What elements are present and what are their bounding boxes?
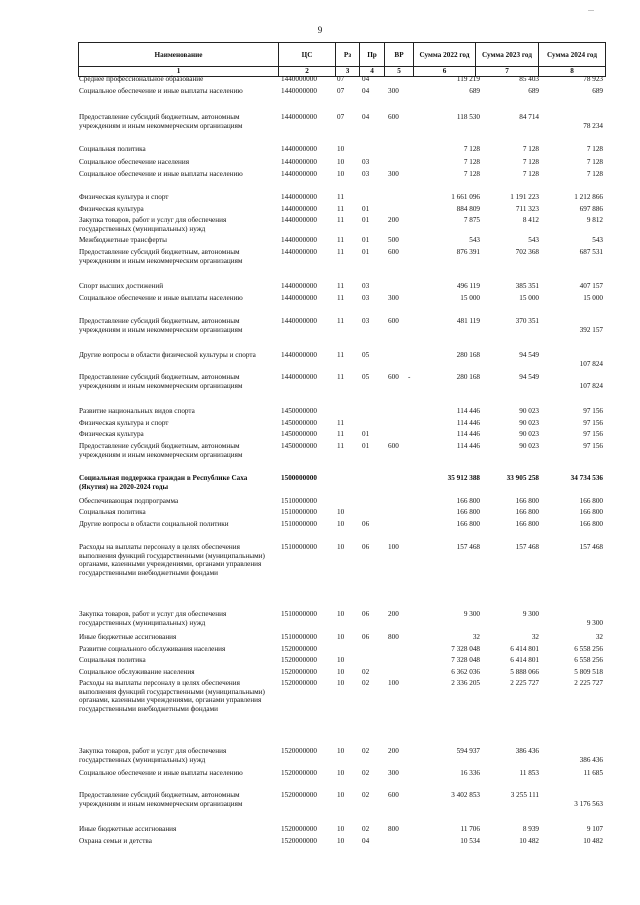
cell-y2022: 114 446 — [456, 430, 480, 438]
cell-y2023: 85 403 — [519, 75, 539, 83]
cell-vr: 300 — [388, 87, 399, 95]
cell-y2024: 15 000 — [583, 294, 603, 302]
cell-name: Расходы на выплаты персоналу в целях обеспечения выполнения функций государственными (муниципальными) органами, казенными учреждениями, органами управления государственными внебюджетными фондами — [79, 679, 265, 713]
cell-name: Физическая культура — [79, 430, 144, 438]
cell-y2022: 3 402 853 — [451, 791, 480, 799]
cell-y2024: 9 812 — [586, 216, 603, 224]
cell-y2022: 876 391 — [456, 248, 480, 256]
col-number: 2 — [279, 67, 336, 77]
cell-pr: 02 — [362, 791, 370, 799]
header-vr: ВР — [385, 43, 414, 67]
cell-y2024: 689 — [592, 87, 603, 95]
col-number: 4 — [360, 67, 385, 77]
cell-pr: 06 — [362, 520, 370, 528]
corner-mark: ... — [588, 4, 594, 13]
cell-rz: 10 — [337, 747, 345, 755]
cell-y2023: 166 800 — [515, 508, 539, 516]
col-number: 1 — [79, 67, 279, 77]
cell-rz: 11 — [337, 216, 344, 224]
cell-y2024: 6 558 256 — [574, 645, 603, 653]
cell-y2024: 107 824 — [579, 382, 603, 390]
cell-vr: 300 — [388, 769, 399, 777]
cell-name: Развитие национальных видов спорта — [79, 407, 195, 415]
cell-rz: 10 — [337, 668, 345, 676]
cell-cs: 1440000000 — [281, 87, 317, 95]
cell-rz: 11 — [337, 317, 344, 325]
cell-y2022: 7 328 048 — [451, 645, 480, 653]
cell-rz: 10 — [337, 769, 345, 777]
cell-pr: 01 — [362, 442, 370, 450]
cell-pr: 05 — [362, 373, 370, 381]
header-name: Наименование — [79, 43, 279, 67]
cell-y2024: 166 800 — [579, 508, 603, 516]
cell-cs: 1500000000 — [281, 474, 317, 482]
cell-pr: 02 — [362, 668, 370, 676]
cell-y2023: 15 000 — [519, 294, 539, 302]
cell-rz: 10 — [337, 520, 345, 528]
cell-rz: 11 — [337, 193, 344, 201]
cell-vr: 100 — [388, 543, 399, 551]
cell-cs: 1440000000 — [281, 294, 317, 302]
cell-cs: 1440000000 — [281, 193, 317, 201]
cell-y2022: 7 128 — [463, 145, 480, 153]
cell-pr: 01 — [362, 236, 370, 244]
cell-y2022: 114 446 — [456, 407, 480, 415]
cell-pr: 01 — [362, 205, 370, 213]
cell-y2024: 97 156 — [583, 407, 603, 415]
cell-pr: 03 — [362, 317, 370, 325]
cell-y2023: 8 412 — [522, 216, 539, 224]
margin-mark: - — [408, 373, 411, 381]
cell-y2022: 9 300 — [463, 610, 480, 618]
cell-name: Иные бюджетные ассигнования — [79, 825, 177, 833]
cell-y2022: 7 328 048 — [451, 656, 480, 664]
cell-cs: 1440000000 — [281, 170, 317, 178]
cell-y2024: 7 128 — [586, 145, 603, 153]
cell-vr: 500 — [388, 236, 399, 244]
cell-pr: 02 — [362, 679, 370, 687]
cell-y2022: 594 937 — [456, 747, 480, 755]
cell-rz: 07 — [337, 113, 345, 121]
cell-name: Предоставление субсидий бюджетным, автономным учреждениям и иным некоммерческим организациям — [79, 791, 243, 808]
cell-y2023: 6 414 801 — [510, 645, 539, 653]
cell-name: Спорт высших достижений — [79, 282, 164, 290]
cell-pr: 06 — [362, 610, 370, 618]
cell-y2024: 386 436 — [579, 756, 603, 764]
cell-rz: 11 — [337, 282, 344, 290]
cell-y2023: 385 351 — [515, 282, 539, 290]
cell-cs: 1440000000 — [281, 158, 317, 166]
cell-y2024: 6 558 256 — [574, 656, 603, 664]
cell-y2024: 7 128 — [586, 170, 603, 178]
table-header — [78, 42, 606, 77]
cell-pr: 04 — [362, 113, 370, 121]
cell-name: Закупка товаров, работ и услуг для обеспечения государственных (муниципальных) нужд — [79, 610, 227, 627]
cell-cs: 1450000000 — [281, 430, 317, 438]
cell-name: Обеспечивающая подпрограмма — [79, 497, 179, 505]
cell-name: Развитие социального обслуживания населения — [79, 645, 226, 653]
cell-y2024: 78 234 — [583, 122, 603, 130]
cell-name: Среднее профессиональное образование — [79, 75, 204, 83]
cell-cs: 1440000000 — [281, 317, 317, 325]
cell-y2022: 16 336 — [460, 769, 480, 777]
cell-y2022: 15 000 — [460, 294, 480, 302]
cell-rz: 11 — [337, 373, 344, 381]
header-rz: Рз — [336, 43, 360, 67]
cell-y2023: 689 — [528, 87, 539, 95]
cell-rz: 11 — [337, 430, 344, 438]
cell-pr: 03 — [362, 294, 370, 302]
cell-cs: 1520000000 — [281, 837, 317, 845]
cell-y2022: 166 800 — [456, 497, 480, 505]
header-2023: Сумма 2023 год — [476, 43, 539, 67]
cell-y2023: 9 300 — [522, 610, 539, 618]
cell-name: Предоставление субсидий бюджетным, автономным учреждениям и иным некоммерческим организациям — [79, 248, 243, 265]
cell-y2023: 94 549 — [519, 351, 539, 359]
cell-rz: 10 — [337, 145, 345, 153]
cell-y2023: 157 468 — [515, 543, 539, 551]
cell-cs: 1440000000 — [281, 236, 317, 244]
header-2022: Сумма 2022 год — [414, 43, 476, 67]
cell-rz: 10 — [337, 610, 345, 618]
cell-cs: 1450000000 — [281, 407, 317, 415]
cell-y2023: 166 800 — [515, 520, 539, 528]
cell-name: Закупка товаров, работ и услуг для обеспечения государственных (муниципальных) нужд — [79, 747, 227, 764]
cell-y2023: 5 888 066 — [510, 668, 539, 676]
cell-cs: 1510000000 — [281, 508, 317, 516]
cell-y2023: 711 323 — [515, 205, 539, 213]
cell-name: Другие вопросы в области физической культуры и спорта — [79, 351, 256, 359]
cell-name: Социальная политика — [79, 656, 146, 664]
col-number: 3 — [336, 67, 360, 77]
cell-pr: 05 — [362, 351, 370, 359]
cell-y2022: 114 446 — [456, 442, 480, 450]
cell-name: Другие вопросы в области социальной политики — [79, 520, 229, 528]
cell-pr: 04 — [362, 837, 370, 845]
cell-y2024: 97 156 — [583, 430, 603, 438]
cell-y2024: 10 482 — [583, 837, 603, 845]
cell-cs: 1440000000 — [281, 75, 317, 83]
cell-y2022: 119 219 — [456, 75, 480, 83]
cell-y2023: 10 482 — [519, 837, 539, 845]
cell-rz: 07 — [337, 75, 345, 83]
cell-cs: 1440000000 — [281, 113, 317, 121]
cell-y2024: 97 156 — [583, 419, 603, 427]
cell-y2022: 884 809 — [456, 205, 480, 213]
cell-rz: 11 — [337, 442, 344, 450]
cell-y2022: 32 — [472, 633, 480, 641]
cell-rz: 11 — [337, 294, 344, 302]
cell-cs: 1440000000 — [281, 351, 317, 359]
cell-y2024: 97 156 — [583, 442, 603, 450]
cell-y2024: 78 923 — [583, 75, 603, 83]
cell-vr: 200 — [388, 610, 399, 618]
cell-cs: 1450000000 — [281, 419, 317, 427]
cell-name: Социальная политика — [79, 508, 146, 516]
cell-y2023: 8 939 — [522, 825, 539, 833]
cell-y2022: 543 — [469, 236, 480, 244]
cell-pr: 06 — [362, 633, 370, 641]
cell-pr: 02 — [362, 825, 370, 833]
col-number: 6 — [414, 67, 476, 77]
cell-cs: 1510000000 — [281, 520, 317, 528]
cell-y2024: 5 809 518 — [574, 668, 603, 676]
cell-y2024: 107 824 — [579, 360, 603, 368]
cell-y2023: 90 023 — [519, 407, 539, 415]
cell-cs: 1520000000 — [281, 769, 317, 777]
header-2024: Сумма 2024 год — [539, 43, 606, 67]
cell-rz: 10 — [337, 170, 345, 178]
cell-y2024: 166 800 — [579, 497, 603, 505]
cell-cs: 1440000000 — [281, 205, 317, 213]
cell-rz: 11 — [337, 205, 344, 213]
cell-y2024: 11 685 — [583, 769, 603, 777]
col-number: 5 — [385, 67, 414, 77]
cell-pr: 01 — [362, 430, 370, 438]
cell-pr: 06 — [362, 543, 370, 551]
cell-pr: 03 — [362, 282, 370, 290]
cell-name: Социальное обеспечение и иные выплаты населению — [79, 769, 243, 777]
cell-name: Социальное обеспечение и иные выплаты населению — [79, 170, 243, 178]
cell-cs: 1520000000 — [281, 668, 317, 676]
cell-y2024: 7 128 — [586, 158, 603, 166]
cell-name: Социальная поддержка граждан в Республике Саха (Якутия) на 2020-2024 годы — [79, 474, 248, 491]
cell-y2024: 407 157 — [579, 282, 603, 290]
cell-cs: 1440000000 — [281, 282, 317, 290]
cell-y2024: 9 300 — [586, 619, 603, 627]
cell-name: Физическая культура и спорт — [79, 193, 169, 201]
cell-pr: 01 — [362, 216, 370, 224]
cell-rz: 10 — [337, 543, 345, 551]
col-number: 7 — [476, 67, 539, 77]
cell-cs: 1510000000 — [281, 543, 317, 551]
cell-y2024: 392 157 — [579, 326, 603, 334]
cell-vr: 300 — [388, 294, 399, 302]
cell-y2022: 35 912 388 — [447, 474, 480, 482]
cell-y2023: 7 128 — [522, 145, 539, 153]
cell-y2022: 280 168 — [456, 351, 480, 359]
cell-y2024: 3 176 563 — [574, 800, 603, 808]
cell-pr: 04 — [362, 75, 370, 83]
cell-name: Межбюджетные трансферты — [79, 236, 167, 244]
cell-rz: 10 — [337, 791, 345, 799]
cell-y2023: 90 023 — [519, 419, 539, 427]
cell-cs: 1440000000 — [281, 216, 317, 224]
cell-y2024: 543 — [592, 236, 603, 244]
cell-name: Социальное обеспечение и иные выплаты населению — [79, 87, 243, 95]
cell-cs: 1510000000 — [281, 497, 317, 505]
cell-y2023: 7 128 — [522, 170, 539, 178]
cell-y2024: 697 886 — [579, 205, 603, 213]
cell-name: Расходы на выплаты персоналу в целях обеспечения выполнения функций государственными (муниципальными) органами, казенными учреждениями, органами управления государственными внебюджетными фондами — [79, 543, 265, 577]
cell-y2024: 2 225 727 — [574, 679, 603, 687]
cell-y2023: 90 023 — [519, 442, 539, 450]
cell-y2023: 33 905 258 — [506, 474, 539, 482]
cell-y2023: 370 351 — [515, 317, 539, 325]
cell-y2022: 2 336 205 — [451, 679, 480, 687]
cell-pr: 02 — [362, 747, 370, 755]
cell-cs: 1520000000 — [281, 825, 317, 833]
cell-y2023: 6 414 801 — [510, 656, 539, 664]
cell-y2023: 94 549 — [519, 373, 539, 381]
cell-y2022: 280 168 — [456, 373, 480, 381]
cell-rz: 10 — [337, 508, 345, 516]
cell-name: Социальное обслуживание населения — [79, 668, 195, 676]
cell-y2022: 157 468 — [456, 543, 480, 551]
cell-y2023: 2 225 727 — [510, 679, 539, 687]
cell-name: Иные бюджетные ассигнования — [79, 633, 177, 641]
cell-cs: 1520000000 — [281, 656, 317, 664]
cell-pr: 03 — [362, 158, 370, 166]
cell-vr: 600 — [388, 442, 399, 450]
cell-y2022: 496 119 — [456, 282, 480, 290]
cell-y2022: 7 128 — [463, 170, 480, 178]
cell-vr: 300 — [388, 170, 399, 178]
cell-y2023: 166 800 — [515, 497, 539, 505]
cell-vr: 800 — [388, 633, 399, 641]
cell-y2023: 7 128 — [522, 158, 539, 166]
cell-cs: 1510000000 — [281, 633, 317, 641]
cell-vr: 200 — [388, 216, 399, 224]
cell-y2022: 118 530 — [456, 113, 480, 121]
cell-y2023: 702 368 — [515, 248, 539, 256]
cell-rz: 10 — [337, 825, 345, 833]
cell-name: Физическая культура и спорт — [79, 419, 169, 427]
cell-name: Предоставление субсидий бюджетным, автономным учреждениям и иным некоммерческим организациям — [79, 113, 243, 130]
cell-rz: 11 — [337, 351, 344, 359]
cell-y2022: 10 534 — [460, 837, 480, 845]
cell-cs: 1440000000 — [281, 373, 317, 381]
cell-y2022: 114 446 — [456, 419, 480, 427]
cell-vr: 600 — [388, 317, 399, 325]
cell-y2024: 34 734 536 — [570, 474, 603, 482]
cell-y2022: 7 128 — [463, 158, 480, 166]
cell-y2024: 157 468 — [579, 543, 603, 551]
cell-vr: 100 — [388, 679, 399, 687]
cell-rz: 10 — [337, 158, 345, 166]
cell-cs: 1520000000 — [281, 645, 317, 653]
cell-y2024: 687 531 — [579, 248, 603, 256]
cell-rz: 07 — [337, 87, 345, 95]
cell-pr: 03 — [362, 170, 370, 178]
cell-pr: 04 — [362, 87, 370, 95]
cell-rz: 11 — [337, 236, 344, 244]
cell-cs: 1520000000 — [281, 679, 317, 687]
cell-vr: 600 — [388, 113, 399, 121]
cell-y2023: 84 714 — [519, 113, 539, 121]
cell-rz: 11 — [337, 419, 344, 427]
cell-name: Предоставление субсидий бюджетным, автономным учреждениям и иным некоммерческим организациям — [79, 317, 243, 334]
cell-rz: 11 — [337, 248, 344, 256]
cell-y2022: 7 875 — [463, 216, 480, 224]
cell-cs: 1510000000 — [281, 610, 317, 618]
col-number: 8 — [539, 67, 606, 77]
cell-y2024: 166 800 — [579, 520, 603, 528]
cell-cs: 1440000000 — [281, 145, 317, 153]
cell-name: Социальная политика — [79, 145, 146, 153]
cell-y2023: 543 — [528, 236, 539, 244]
cell-rz: 10 — [337, 633, 345, 641]
cell-y2024: 9 107 — [586, 825, 603, 833]
cell-cs: 1520000000 — [281, 791, 317, 799]
cell-y2023: 3 255 111 — [510, 791, 539, 799]
cell-name: Социальное обеспечение и иные выплаты населению — [79, 294, 243, 302]
cell-name: Предоставление субсидий бюджетным, автономным учреждениям и иным некоммерческим организациям — [79, 442, 243, 459]
cell-cs: 1450000000 — [281, 442, 317, 450]
header-pr: Пр — [360, 43, 385, 67]
cell-y2022: 689 — [469, 87, 480, 95]
cell-vr: 200 — [388, 747, 399, 755]
cell-y2022: 6 362 036 — [451, 668, 480, 676]
cell-cs: 1440000000 — [281, 248, 317, 256]
cell-y2023: 90 023 — [519, 430, 539, 438]
cell-rz: 10 — [337, 679, 345, 687]
cell-cs: 1520000000 — [281, 747, 317, 755]
cell-name: Закупка товаров, работ и услуг для обеспечения государственных (муниципальных) нужд — [79, 216, 227, 233]
cell-y2023: 386 436 — [515, 747, 539, 755]
cell-pr: 02 — [362, 769, 370, 777]
page-number: 9 — [317, 25, 323, 35]
cell-rz: 10 — [337, 837, 345, 845]
cell-name: Охрана семьи и детства — [79, 837, 152, 845]
cell-name: Предоставление субсидий бюджетным, автономным учреждениям и иным некоммерческим организациям — [79, 373, 243, 390]
cell-vr: 600 — [388, 373, 399, 381]
cell-name: Физическая культура — [79, 205, 144, 213]
cell-rz: 10 — [337, 656, 345, 664]
cell-y2022: 1 661 096 — [451, 193, 480, 201]
cell-pr: 01 — [362, 248, 370, 256]
cell-y2023: 11 853 — [519, 769, 539, 777]
cell-vr: 600 — [388, 791, 399, 799]
cell-vr: 600 — [388, 248, 399, 256]
cell-vr: 800 — [388, 825, 399, 833]
cell-y2022: 11 706 — [460, 825, 480, 833]
cell-y2023: 32 — [531, 633, 539, 641]
cell-y2022: 166 800 — [456, 508, 480, 516]
cell-y2024: 32 — [595, 633, 603, 641]
cell-name: Социальное обеспечение населения — [79, 158, 190, 166]
header-cs: ЦС — [279, 43, 336, 67]
cell-y2022: 166 800 — [456, 520, 480, 528]
cell-y2024: 1 212 866 — [574, 193, 603, 201]
cell-y2022: 481 119 — [456, 317, 480, 325]
cell-y2023: 1 191 223 — [510, 193, 539, 201]
